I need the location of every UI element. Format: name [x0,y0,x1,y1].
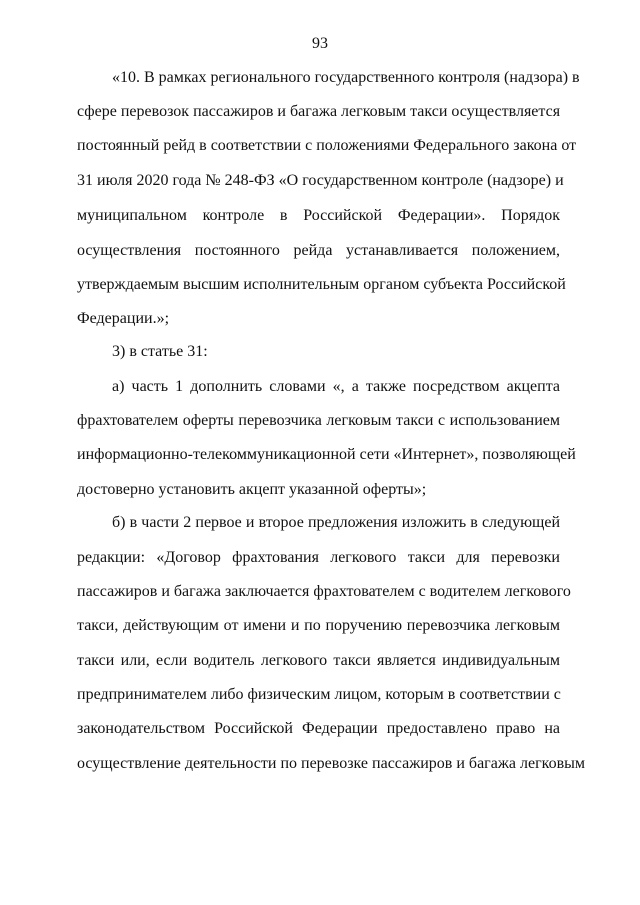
text-line: законодательством Российской Федерации предоставлено право на [77,720,560,737]
text-line: информационно-телекоммуникационной сети «Интернет», позволяющей [77,446,576,463]
text-line: фрахтователем оферты перевозчика легковым такси с использованием [77,412,560,429]
text-line: утверждаемым высшим исполнительным органом субъекта Российской [77,276,566,293]
text-line: постоянный рейд в соответствии с положениями Федерального закона от [77,137,577,154]
text-line: редакции: «Договор фрахтования легкового такси для перевозки [77,549,560,566]
text-line: 3) в статье 31: [112,343,208,360]
text-line: «10. В рамках регионального государственного контроля (надзора) в [112,69,580,86]
text-line: такси, действующим от имени и по поручению перевозчика легковым [77,617,560,634]
text-line: муниципальном контроле в Российской Федерации». Порядок [77,207,560,224]
text-line: такси или, если водитель легкового такси является индивидуальным [77,652,560,669]
text-line: предпринимателем либо физическим лицом, которым в соответствии с [77,686,561,703]
text-line: осуществление деятельности по перевозке пассажиров и багажа легковым [77,755,586,772]
text-line: пассажиров и багажа заключается фрахтователем с водителем легкового [77,583,571,600]
text-line: 31 июля 2020 года № 248-ФЗ «О государственном контроле (надзоре) и [77,172,564,189]
text-line: сфере перевозок пассажиров и багажа легковым такси осуществляется [77,103,561,120]
page-number: 93 [312,35,328,52]
text-line: достоверно установить акцепт указанной оферты»; [77,481,427,498]
text-line: Федерации.»; [77,310,170,327]
text-line: б) в части 2 первое и второе предложения изложить в следующей [112,514,560,531]
text-line: а) часть 1 дополнить словами «, а также посредством акцепта [112,378,560,395]
text-line: осуществления постоянного рейда устанавливается положением, [77,242,560,259]
